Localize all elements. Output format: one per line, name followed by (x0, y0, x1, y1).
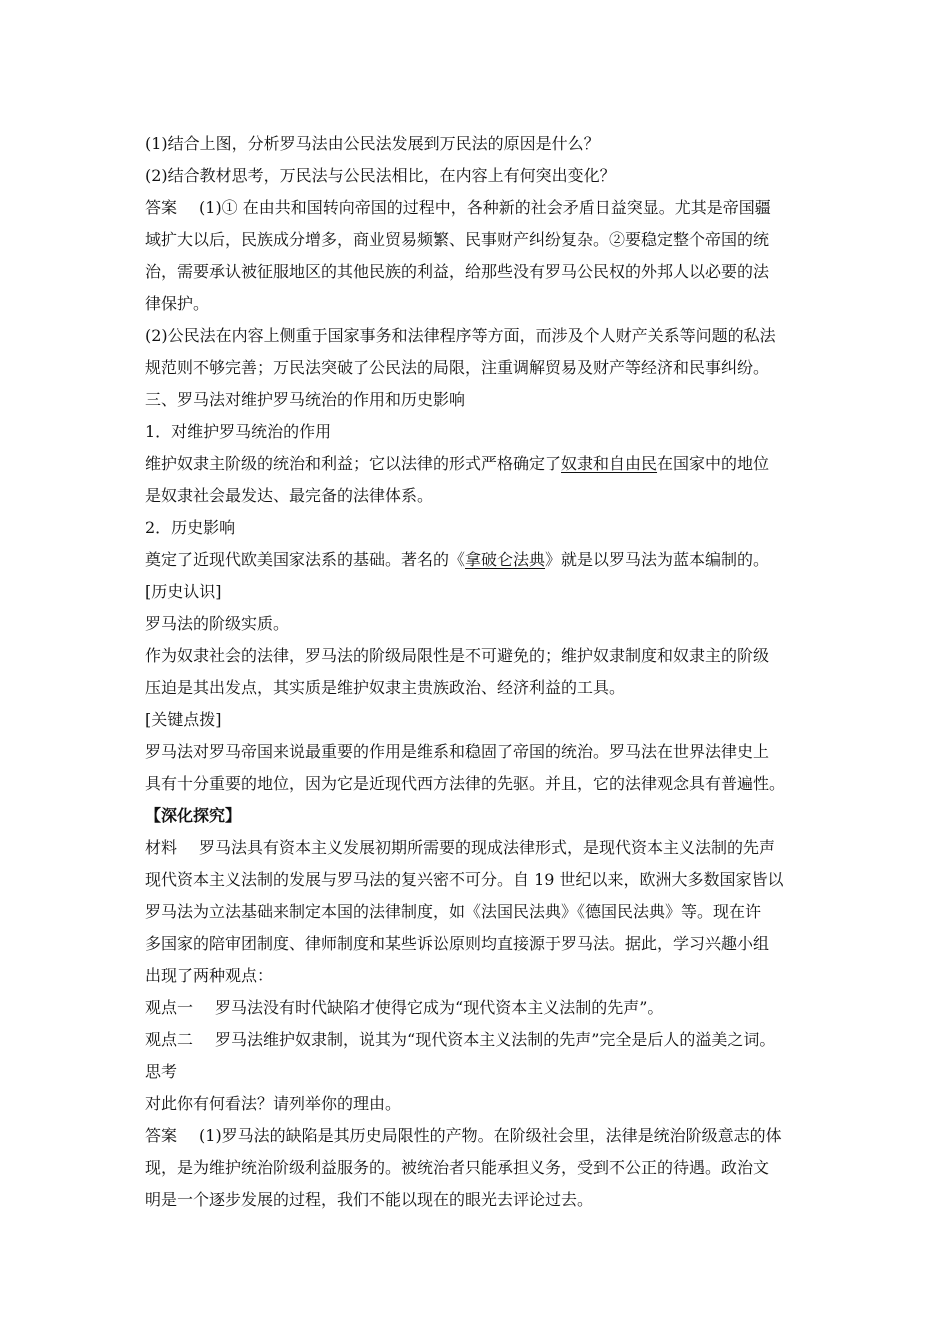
answer-3-line-2: 现，是为维护统治阶级利益服务的。被统治者只能承担义务，受到不公正的待遇。政治文 (145, 1158, 770, 1177)
key-line-2: 具有十分重要的地位，因为它是近现代西方法律的先驱。并且，它的法律观念具有普遍性。 (145, 774, 786, 793)
answer-label: 答案 (145, 198, 178, 217)
section-heading-3: 三、罗马法对维护罗马统治的作用和历史影响 (145, 390, 466, 409)
material-label: 材料 (145, 838, 178, 857)
view-2: 观点二 罗马法维护奴隶制，说其为“现代资本主义法制的先声”完全是后人的溢美之词。 (145, 1030, 776, 1049)
view-2-label: 观点二 (145, 1030, 194, 1049)
history-line-1: 罗马法的阶级实质。 (145, 614, 290, 633)
document-page (145, 128, 817, 1216)
subheading-2: 2．历史影响 (145, 518, 236, 537)
history-line-3: 压迫是其出发点，其实质是维护奴隶主贵族政治、经济利益的工具。 (145, 678, 626, 697)
underlined-term: 拿破仑法典 (465, 550, 546, 569)
material-line-2: 现代资本主义法制的发展与罗马法的复兴密不可分。自 19 世纪以来，欧洲大多数国家皆以 (145, 870, 784, 889)
subheading-1-text-line-2: 是奴隶社会最发达、最完备的法律体系。 (145, 486, 434, 505)
material-line-5: 出现了两种观点： (145, 966, 274, 985)
deep-heading: 【深化探究】 (145, 806, 242, 825)
view-1-label: 观点一 (145, 998, 194, 1017)
view-1: 观点一 罗马法没有时代缺陷才使得它成为“现代资本主义法制的先声”。 (145, 998, 664, 1017)
answer-2-line-1: (2)公民法在内容上侧重于国家事务和法律程序等方面，而涉及个人财产关系等问题的私法 (145, 326, 776, 345)
answer-1-line-3: 治，需要承认被征服地区的其他民族的利益，给那些没有罗马公民权的外邦人以必要的法 (145, 262, 770, 281)
underlined-term: 奴隶和自由民 (561, 454, 658, 473)
history-line-2: 作为奴隶社会的法律，罗马法的阶级局限性是不可避免的；维护奴隶制度和奴隶主的阶级 (145, 646, 770, 665)
answer-1-line-4: 律保护。 (145, 294, 210, 313)
answer-3-line-1: 答案 (1)罗马法的缺陷是其历史局限性的产物。在阶级社会里，法律是统治阶级意志的体 (145, 1126, 782, 1145)
subheading-2-text: 奠定了近现代欧美国家法系的基础。著名的《拿破仑法典》就是以罗马法为蓝本编制的。 (145, 550, 770, 569)
think-text: 对此你有何看法？请列举你的理由。 (145, 1094, 402, 1113)
answer-2-line-2: 规范则不够完善；万民法突破了公民法的局限，注重调解贸易及财产等经济和民事纠纷。 (145, 358, 770, 377)
answer-3-line-3: 明是一个逐步发展的过程，我们不能以现在的眼光去评论过去。 (145, 1190, 594, 1209)
answer-label: 答案 (145, 1126, 178, 1145)
key-line-1: 罗马法对罗马帝国来说最重要的作用是维系和稳固了帝国的统治。罗马法在世界法律史上 (145, 742, 770, 761)
key-heading: [关键点拨] (145, 710, 222, 729)
material-line-1: 材料 罗马法具有资本主义发展初期所需要的现成法律形式，是现代资本主义法制的先声 (145, 838, 776, 857)
question-2: (2)结合教材思考，万民法与公民法相比，在内容上有何突出变化？ (145, 166, 616, 185)
subheading-1-text-line-1: 维护奴隶主阶级的统治和利益；它以法律的形式严格确定了奴隶和自由民在国家中的地位 (145, 454, 770, 473)
answer-1-line-2: 域扩大以后，民族成分增多，商业贸易频繁、民事财产纠纷复杂。②要稳定整个帝国的统 (145, 230, 770, 249)
material-line-3: 罗马法为立法基础来制定本国的法律制度，如《法国民法典》《德国民法典》等。现在许 (145, 902, 762, 921)
material-line-4: 多国家的陪审团制度、律师制度和某些诉讼原则均直接源于罗马法。据此，学习兴趣小组 (145, 934, 770, 953)
think-label: 思考 (145, 1062, 178, 1081)
subheading-1: 1．对维护罗马统治的作用 (145, 422, 332, 441)
question-1: (1)结合上图，分析罗马法由公民法发展到万民法的原因是什么？ (145, 134, 600, 153)
answer-1-line-1: 答案 (1)① 在由共和国转向帝国的过程中，各种新的社会矛盾日益突显。尤其是帝国疆 (145, 198, 771, 217)
history-heading: [历史认识] (145, 582, 222, 601)
